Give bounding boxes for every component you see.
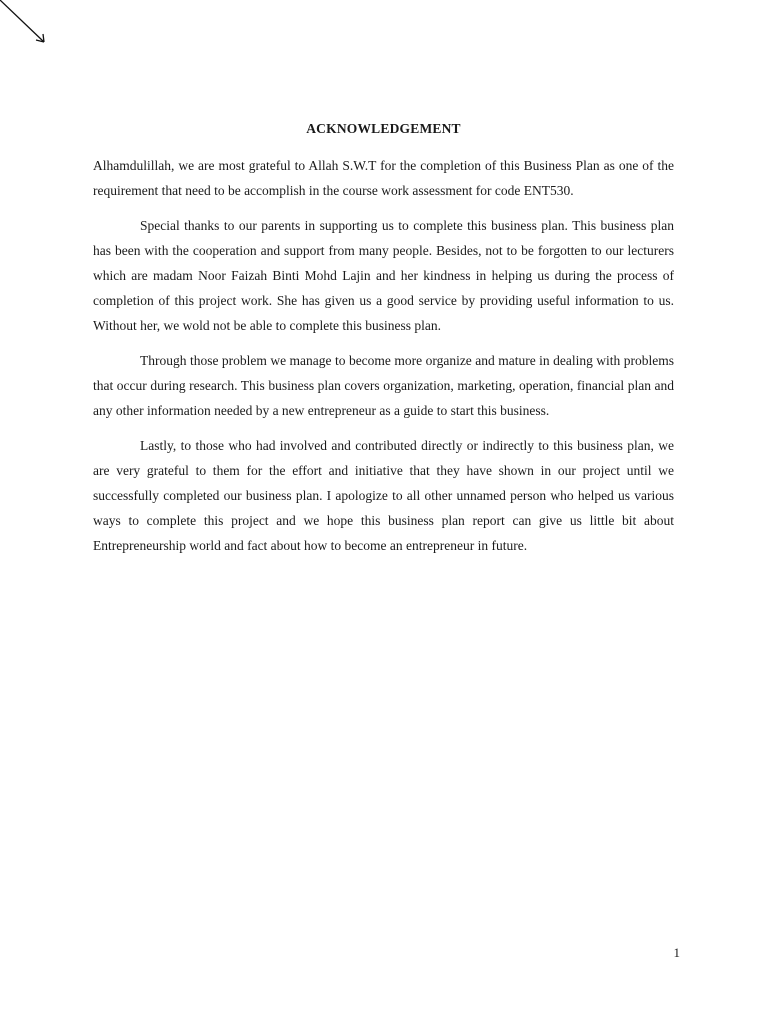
paragraph-intro: Alhamdulillah, we are most grateful to Allah S.W.T for the completion of this Business Plan as one of the requirement that need to be accomplish in the course work assessment for code ENT530. [93, 158, 674, 198]
paragraph-thanks: Special thanks to our parents in supporting us to complete this business plan. This business plan has been with the cooperation and support from many people. Besides, not to be forgotten to our lecturers which are madam Noor Faizah Binti Mohd Lajin and her kindness in helping us during the process of completion of this project work. She has given us a good service by providing useful information to us. Without her, we wold not be able to complete this business plan. [93, 218, 674, 333]
document-body [93, 117, 674, 568]
paragraph-closing: Lastly, to those who had involved and contributed directly or indirectly to this business plan, we are very grateful to them for the effort and initiative that they have shown in our project until we successfully completed our business plan. I apologize to all other unnamed person who helped us various ways to complete this project and we hope this business plan report can give us little bit about Entrepreneurship world and fact about how to become an entrepreneur in future. [93, 438, 674, 553]
diagonal-arrow-icon [0, 0, 52, 50]
page-title: ACKNOWLEDGEMENT [306, 121, 461, 136]
page-number: 1 [673, 945, 680, 960]
paragraph-experience: Through those problem we manage to become more organize and mature in dealing with problems that occur during research. This business plan covers organization, marketing, operation, financial plan and any other information needed by a new entrepreneur as a guide to start this business. [93, 353, 674, 418]
